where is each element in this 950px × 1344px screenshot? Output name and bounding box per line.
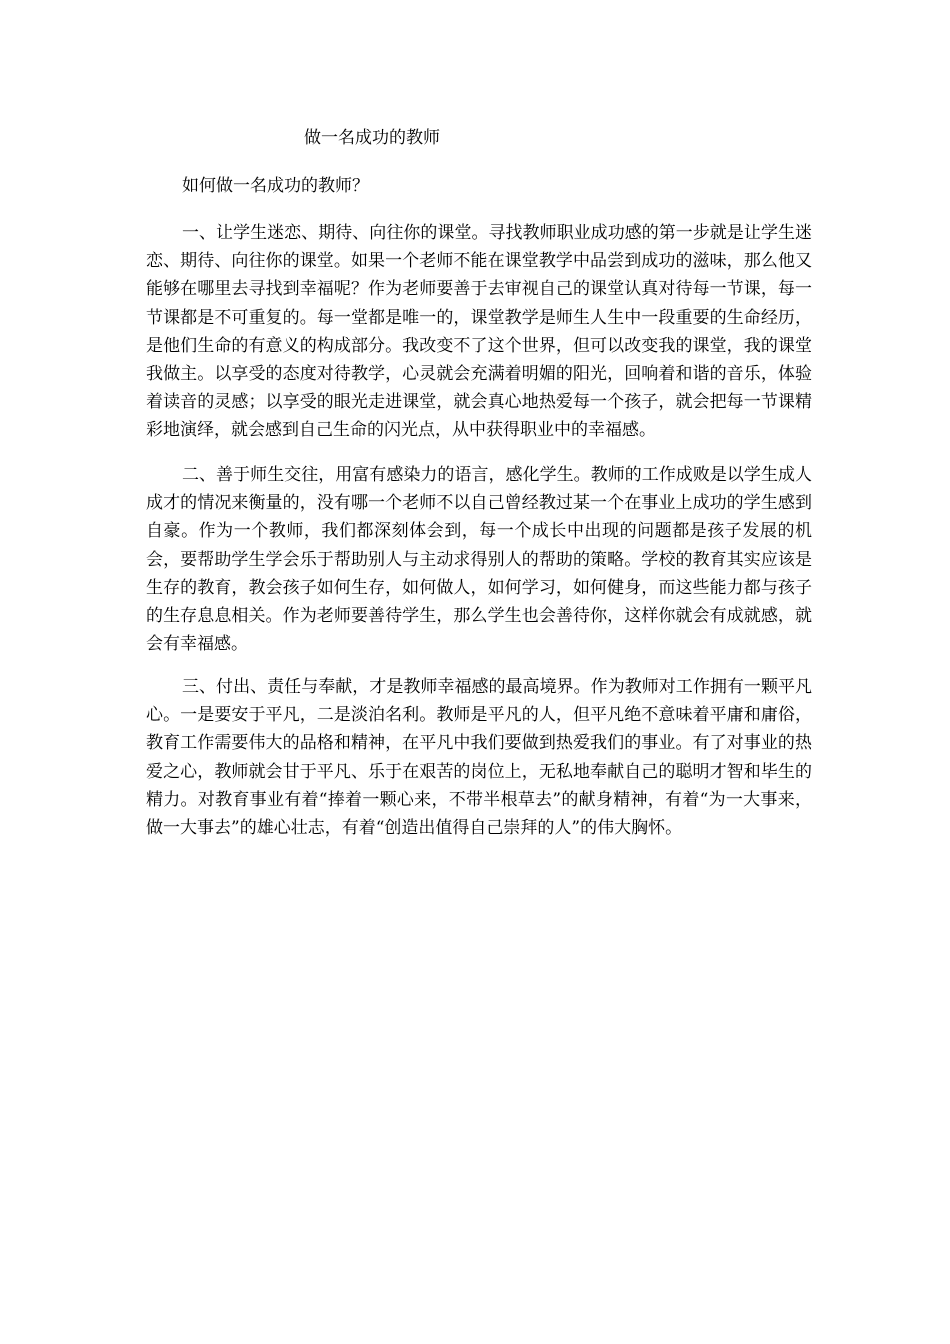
document-title: 做一名成功的教师 xyxy=(304,128,440,148)
document-question: 如何做一名成功的教师？ xyxy=(182,176,369,196)
paragraph-1: 一、让学生迷恋、期待、向往你的课堂。寻找教师职业成功感的第一步就是让学生迷恋、期待、向往你的课堂。如果一个老师不能在课堂教学中品尝到成功的滋味，那么他又能够在哪里去寻找到幸福呢？作为老师要善于去审视自己的课堂认真对待每一节课，每一节课都是不可重复的。每一堂都是唯一的，课堂教学是师生人生中一段重要的生命经历，是他们生命的有意义的构成部分。我改变不了这个世界，但可以改变我的课堂，我的课堂我做主。以享受的态度对待教学，心灵就会充满着明媚的阳光，回响着和谐的音乐，体验着读音的灵感；以享受的眼光走进课堂，就会真心地热爱每一个孩子，就会把每一节课精彩地演绎，就会感到自己生命的闪光点，从中获得职业中的幸福感。 xyxy=(146,223,812,441)
paragraph-3: 三、付出、责任与奉献，才是教师幸福感的最高境界。作为教师对工作拥有一颗平凡心。一是要安于平凡，二是淡泊名利。教师是平凡的人，但平凡绝不意味着平庸和庸俗，教育工作需要伟大的品格和精神，在平凡中我们要做到热爱我们的事业。有了对事业的热爱之心，教师就会甘于平凡、乐于在艰苦的岗位上，无私地奉献自己的聪明才智和毕生的精力。对教育事业有着“捧着一颗心来，不带半根草去”的献身精神，有着“为一大事来，做一大事去”的雄心壮志，有着“创造出值得自己崇拜的人”的伟大胸怀。 xyxy=(146,677,812,839)
paragraph-2: 二、善于师生交往，用富有感染力的语言，感化学生。教师的工作成败是以学生成人成才的情况来衡量的，没有哪一个老师不以自己曾经教过某一个在事业上成功的学生感到自豪。作为一个教师，我们都深刻体会到，每一个成长中出现的问题都是孩子发展的机会，要帮助学生学会乐于帮助别人与主动求得别人的帮助的策略。学校的教育其实应该是生存的教育，教会孩子如何生存，如何做人，如何学习，如何健身，而这些能力都与孩子的生存息息相关。作为老师要善待学生，那么学生也会善待你，这样你就会有成就感，就会有幸福感。 xyxy=(146,465,812,655)
